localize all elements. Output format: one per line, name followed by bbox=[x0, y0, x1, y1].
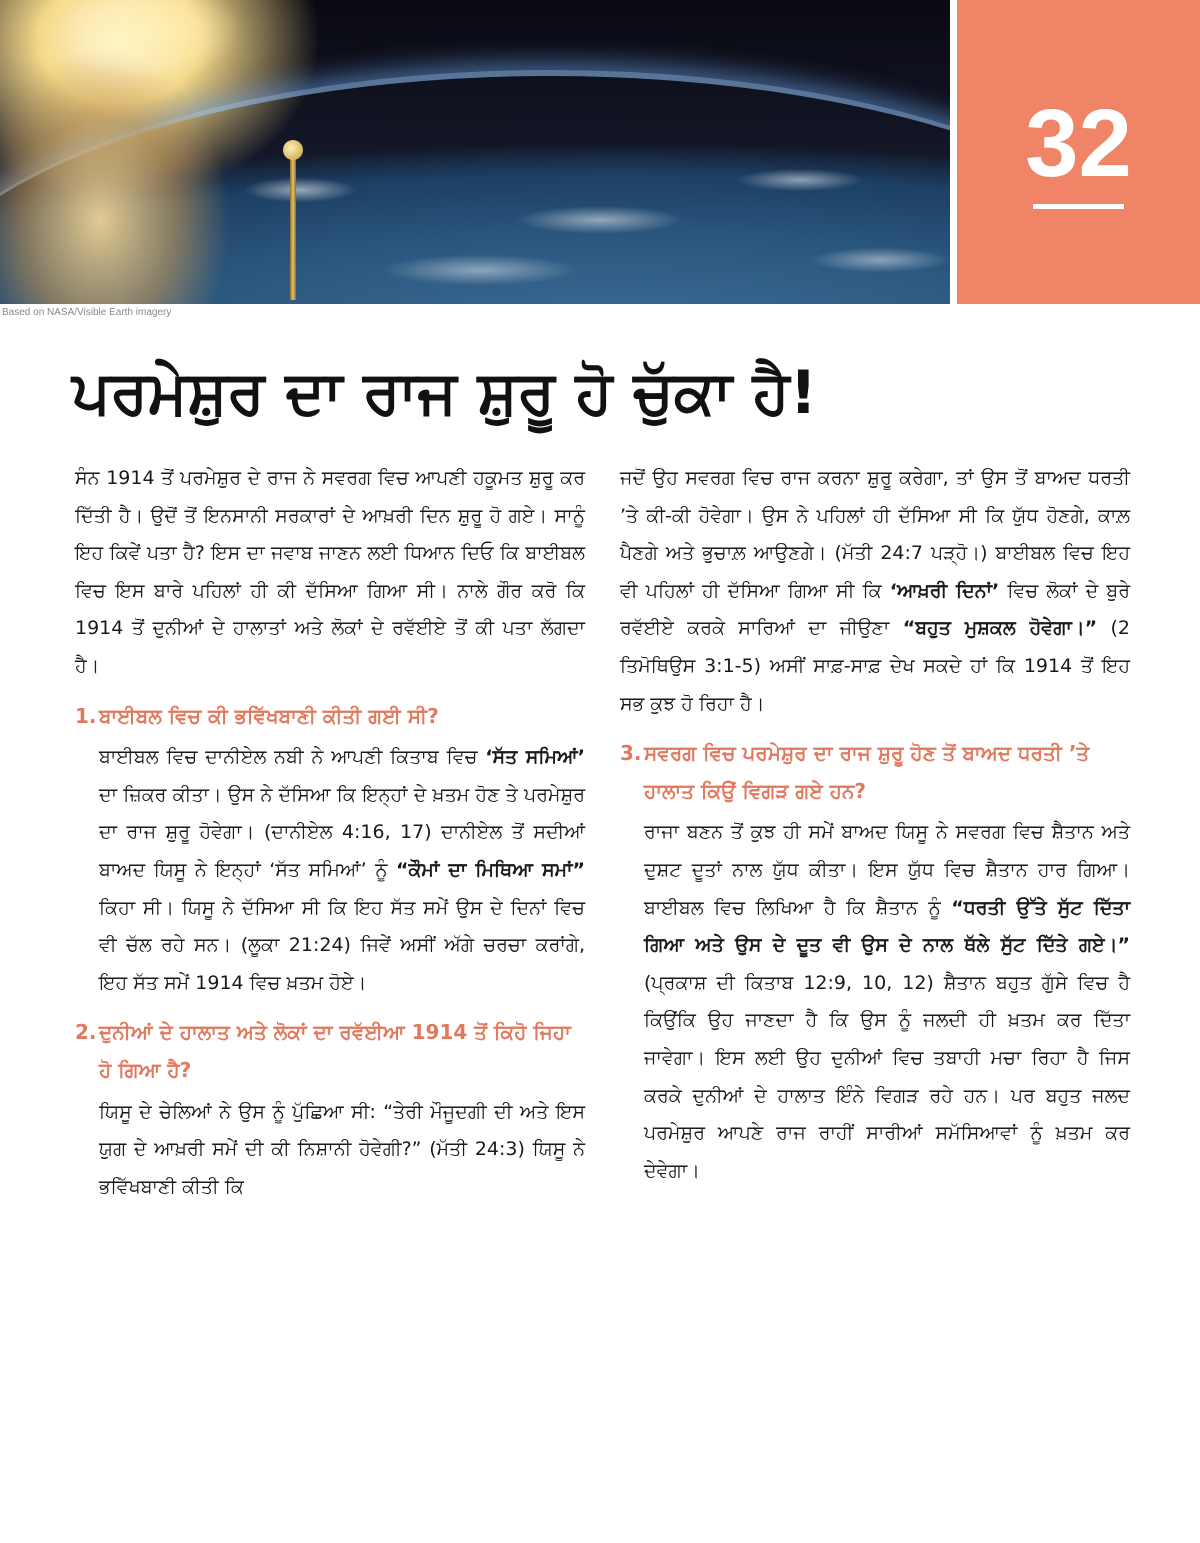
emphasis-run: “ਬਹੁਤ ਮੁਸ਼ਕਲ ਹੋਵੇਗਾ।” bbox=[902, 617, 1098, 640]
question-2-number: 2. bbox=[75, 1020, 97, 1045]
king-figure bbox=[0, 0, 300, 304]
question-1 bbox=[75, 698, 585, 736]
text-run: ਵਿਚ ਲੋਕਾਂ ਦੇ ਬੁਰੇ ਰਵੱਈਏ ਕਰਕੇ ਸਾਰਿਆਂ ਦਾ ਜੀਉਣਾ bbox=[620, 579, 1130, 640]
section-3-body bbox=[620, 814, 1130, 1190]
intro-paragraph: ਸੰਨ 1914 ਤੋਂ ਪਰਮੇਸ਼ੁਰ ਦੇ ਰਾਜ ਨੇ ਸਵਰਗ ਵਿਚ ਆਪਣੀ ਹਕੂਮਤ ਸ਼ੁਰੂ ਕਰ ਦਿੱਤੀ ਹੈ। ਉਦੋਂ ਤੋਂ ਇਨਸਾਨੀ ਸਰਕਾਰਾਂ ਦੇ ਆਖ਼ਰੀ ਦਿਨ ਸ਼ੁਰੂ ਹੋ ਗਏ। ਸਾਨੂੰ ਇਹ ਕਿਵੇਂ ਪਤਾ ਹੈ? ਇਸ ਦਾ ਜਵਾਬ ਜਾਣਨ ਲਈ ਧਿਆਨ ਦਿਓ ਕਿ ਬਾਈਬਲ ਵਿਚ ਇਸ ਬਾਰੇ ਪਹਿਲਾਂ ਹੀ ਕੀ ਦੱਸਿਆ ਗਿਆ ਸੀ। ਨਾਲੇ ਗੌਰ ਕਰੋ ਕਿ 1914 ਤੋਂ ਦੁਨੀਆਂ ਦੇ ਹਾਲਾਤਾਂ ਅਤੇ ਲੋਕਾਂ ਦੇ ਰਵੱਈਏ ਤੋਂ ਕੀ ਪਤਾ ਲੱਗਦਾ ਹੈ। bbox=[75, 467, 585, 677]
text-run: ਬਾਈਬਲ ਵਿਚ ਦਾਨੀਏਲ ਨਬੀ ਨੇ ਆਪਣੀ ਕਿਤਾਬ ਵਿਚ bbox=[99, 746, 486, 769]
lesson-number: 32 bbox=[1025, 90, 1132, 197]
hero-image bbox=[0, 0, 950, 304]
emphasis-run: ‘ਆਖ਼ਰੀ ਦਿਨਾਂ’ bbox=[889, 579, 1000, 602]
section-1-body bbox=[75, 739, 585, 1002]
emphasis-run: “ਕੌਮਾਂ ਦਾ ਮਿਥਿਆ ਸਮਾਂ” bbox=[395, 858, 585, 881]
right-column bbox=[620, 460, 1130, 1198]
question-1-number: 1. bbox=[75, 703, 97, 728]
scepter bbox=[290, 150, 296, 300]
text-run: ਕਿਹਾ ਸੀ। ਯਿਸੂ ਨੇ ਦੱਸਿਆ ਸੀ ਕਿ ਇਹ ਸੱਤ ਸਮੇਂ ਉਸ ਦੇ ਦਿਨਾਂ ਵਿਚ ਵੀ ਚੱਲ ਰਹੇ ਸਨ। (ਲੂਕਾ 21:24) ਜਿਵੇਂ ਅਸੀਂ ਅੱਗੇ ਚਰਚਾ ਕਰਾਂਗੇ, ਇਹ ਸੱਤ ਸਮੇਂ 1914 ਵਿਚ ਖ਼ਤਮ ਹੋਏ। bbox=[99, 896, 585, 994]
section-2-body-continued bbox=[620, 460, 1130, 723]
page-title: ਪਰਮੇਸ਼ੁਰ ਦਾ ਰਾਜ ਸ਼ੁਰੂ ਹੋ ਚੁੱਕਾ ਹੈ! bbox=[72, 358, 818, 428]
scepter-orb bbox=[283, 140, 303, 160]
question-3-number: 3. bbox=[620, 741, 642, 766]
text-run: (2 ਤਿਮੋਥਿਉਸ 3:1-5) ਅਸੀਂ ਸਾਫ਼-ਸਾਫ਼ ਦੇਖ ਸਕਦੇ ਹਾਂ ਕਿ 1914 ਤੋਂ ਇਹ ਸਭ ਕੁਝ ਹੋ ਰਿਹਾ ਹੈ। bbox=[620, 617, 1131, 715]
image-credit: Based on NASA/Visible Earth imagery bbox=[2, 307, 172, 318]
emphasis-run: “ਧਰਤੀ ਉੱਤੇ ਸੁੱਟ ਦਿੱਤਾ ਗਿਆ ਅਤੇ ਉਸ ਦੇ ਦੂਤ ਵੀ ਉਸ ਦੇ ਨਾਲ ਥੱਲੇ ਸੁੱਟ ਦਿੱਤੇ ਗਏ।” bbox=[644, 896, 1131, 957]
text-run: ਜਦੋਂ ਉਹ ਸਵਰਗ ਵਿਚ ਰਾਜ ਕਰਨਾ ਸ਼ੁਰੂ ਕਰੇਗਾ, ਤਾਂ ਉਸ ਤੋਂ ਬਾਅਦ ਧਰਤੀ ’ਤੇ ਕੀ-ਕੀ ਹੋਵੇਗਾ। ਉਸ ਨੇ ਪਹਿਲਾਂ ਹੀ ਦੱਸਿਆ ਸੀ ਕਿ ਯੁੱਧ ਹੋਣਗੇ, ਕਾਲ਼ ਪੈਣਗੇ ਅਤੇ ਭੁਚਾਲ਼ ਆਉਣਗੇ। (ਮੱਤੀ 24:7 ਪੜ੍ਹੋ।) ਬਾਈਬਲ ਵਿਚ ਇਹ ਵੀ ਪਹਿਲਾਂ ਹੀ ਦੱਸਿਆ ਗਿਆ ਸੀ ਕਿ bbox=[620, 467, 1130, 602]
lesson-underline bbox=[1033, 204, 1124, 209]
text-run: ਦਾ ਜ਼ਿਕਰ ਕੀਤਾ। ਉਸ ਨੇ ਦੱਸਿਆ ਕਿ ਇਨ੍ਹਾਂ ਦੇ ਖ਼ਤਮ ਹੋਣ ਤੇ ਪਰਮੇਸ਼ੁਰ ਦਾ ਰਾਜ ਸ਼ੁਰੂ ਹੋਵੇਗਾ। (ਦਾਨੀਏਲ 4:16, 17) ਦਾਨੀਏਲ ਤੋਂ ਸਦੀਆਂ ਬਾਅਦ ਯਿਸੂ ਨੇ ਇਨ੍ਹਾਂ ‘ਸੱਤ ਸਮਿਆਂ’ ਨੂੰ bbox=[99, 783, 585, 881]
question-2 bbox=[75, 1014, 585, 1089]
section-2-body-start: ਯਿਸੂ ਦੇ ਚੇਲਿਆਂ ਨੇ ਉਸ ਨੂੰ ਪੁੱਛਿਆ ਸੀ: “ਤੇਰੀ ਮੌਜੂਦਗੀ ਦੀ ਅਤੇ ਇਸ ਯੁਗ ਦੇ ਆਖ਼ਰੀ ਸਮੇਂ ਦੀ ਕੀ ਨਿਸ਼ਾਨੀ ਹੋਵੇਗੀ?” (ਮੱਤੀ 24:3) ਯਿਸੂ ਨੇ ਭਵਿੱਖਬਾਣੀ ਕੀਤੀ ਕਿ bbox=[99, 1100, 585, 1198]
question-3-text: ਸਵਰਗ ਵਿਚ ਪਰਮੇਸ਼ੁਰ ਦਾ ਰਾਜ ਸ਼ੁਰੂ ਹੋਣ ਤੋਂ ਬਾਅਦ ਧਰਤੀ ’ਤੇ ਹਾਲਾਤ ਕਿਉਂ ਵਿਗੜ ਗਏ ਹਨ? bbox=[644, 741, 1090, 803]
left-column bbox=[75, 460, 585, 1214]
question-3 bbox=[620, 735, 1130, 810]
lesson-badge bbox=[957, 0, 1200, 304]
text-run: (ਪ੍ਰਕਾਸ਼ ਦੀ ਕਿਤਾਬ 12:9, 10, 12) ਸ਼ੈਤਾਨ ਬਹੁਤ ਗੁੱਸੇ ਵਿਚ ਹੈ ਕਿਉਂਕਿ ਉਹ ਜਾਣਦਾ ਹੈ ਕਿ ਉਸ ਨੂੰ ਜਲਦੀ ਹੀ ਖ਼ਤਮ ਕਰ ਦਿੱਤਾ ਜਾਵੇਗਾ। ਇਸ ਲਈ ਉਹ ਦੁਨੀਆਂ ਵਿਚ ਤਬਾਹੀ ਮਚਾ ਰਿਹਾ ਹੈ ਜਿਸ ਕਰਕੇ ਦੁਨੀਆਂ ਦੇ ਹਾਲਾਤ ਇੰਨੇ ਵਿਗੜ ਰਹੇ ਹਨ। ਪਰ ਬਹੁਤ ਜਲਦ ਪਰਮੇਸ਼ੁਰ ਆਪਣੇ ਰਾਜ ਰਾਹੀਂ ਸਾਰੀਆਂ ਸਮੱਸਿਆਵਾਂ ਨੂੰ ਖ਼ਤਮ ਕਰ ਦੇਵੇਗਾ। bbox=[644, 971, 1130, 1182]
emphasis-run: ‘ਸੱਤ ਸਮਿਆਂ’ bbox=[485, 746, 585, 769]
text-run: ਰਾਜਾ ਬਣਨ ਤੋਂ ਕੁਝ ਹੀ ਸਮੇਂ ਬਾਅਦ ਯਿਸੂ ਨੇ ਸਵਰਗ ਵਿਚ ਸ਼ੈਤਾਨ ਅਤੇ ਦੁਸ਼ਟ ਦੂਤਾਂ ਨਾਲ ਯੁੱਧ ਕੀਤਾ। ਇਸ ਯੁੱਧ ਵਿਚ ਸ਼ੈਤਾਨ ਹਾਰ ਗਿਆ। ਬਾਈਬਲ ਵਿਚ ਲਿਖਿਆ ਹੈ ਕਿ ਸ਼ੈਤਾਨ ਨੂੰ bbox=[644, 821, 1130, 919]
question-1-text: ਬਾਈਬਲ ਵਿਚ ਕੀ ਭਵਿੱਖਬਾਣੀ ਕੀਤੀ ਗਈ ਸੀ? bbox=[99, 703, 439, 728]
question-2-text: ਦੁਨੀਆਂ ਦੇ ਹਾਲਾਤ ਅਤੇ ਲੋਕਾਂ ਦਾ ਰਵੱਈਆ 1914 ਤੋਂ ਕਿਹੋ ਜਿਹਾ ਹੋ ਗਿਆ ਹੈ? bbox=[99, 1020, 571, 1082]
